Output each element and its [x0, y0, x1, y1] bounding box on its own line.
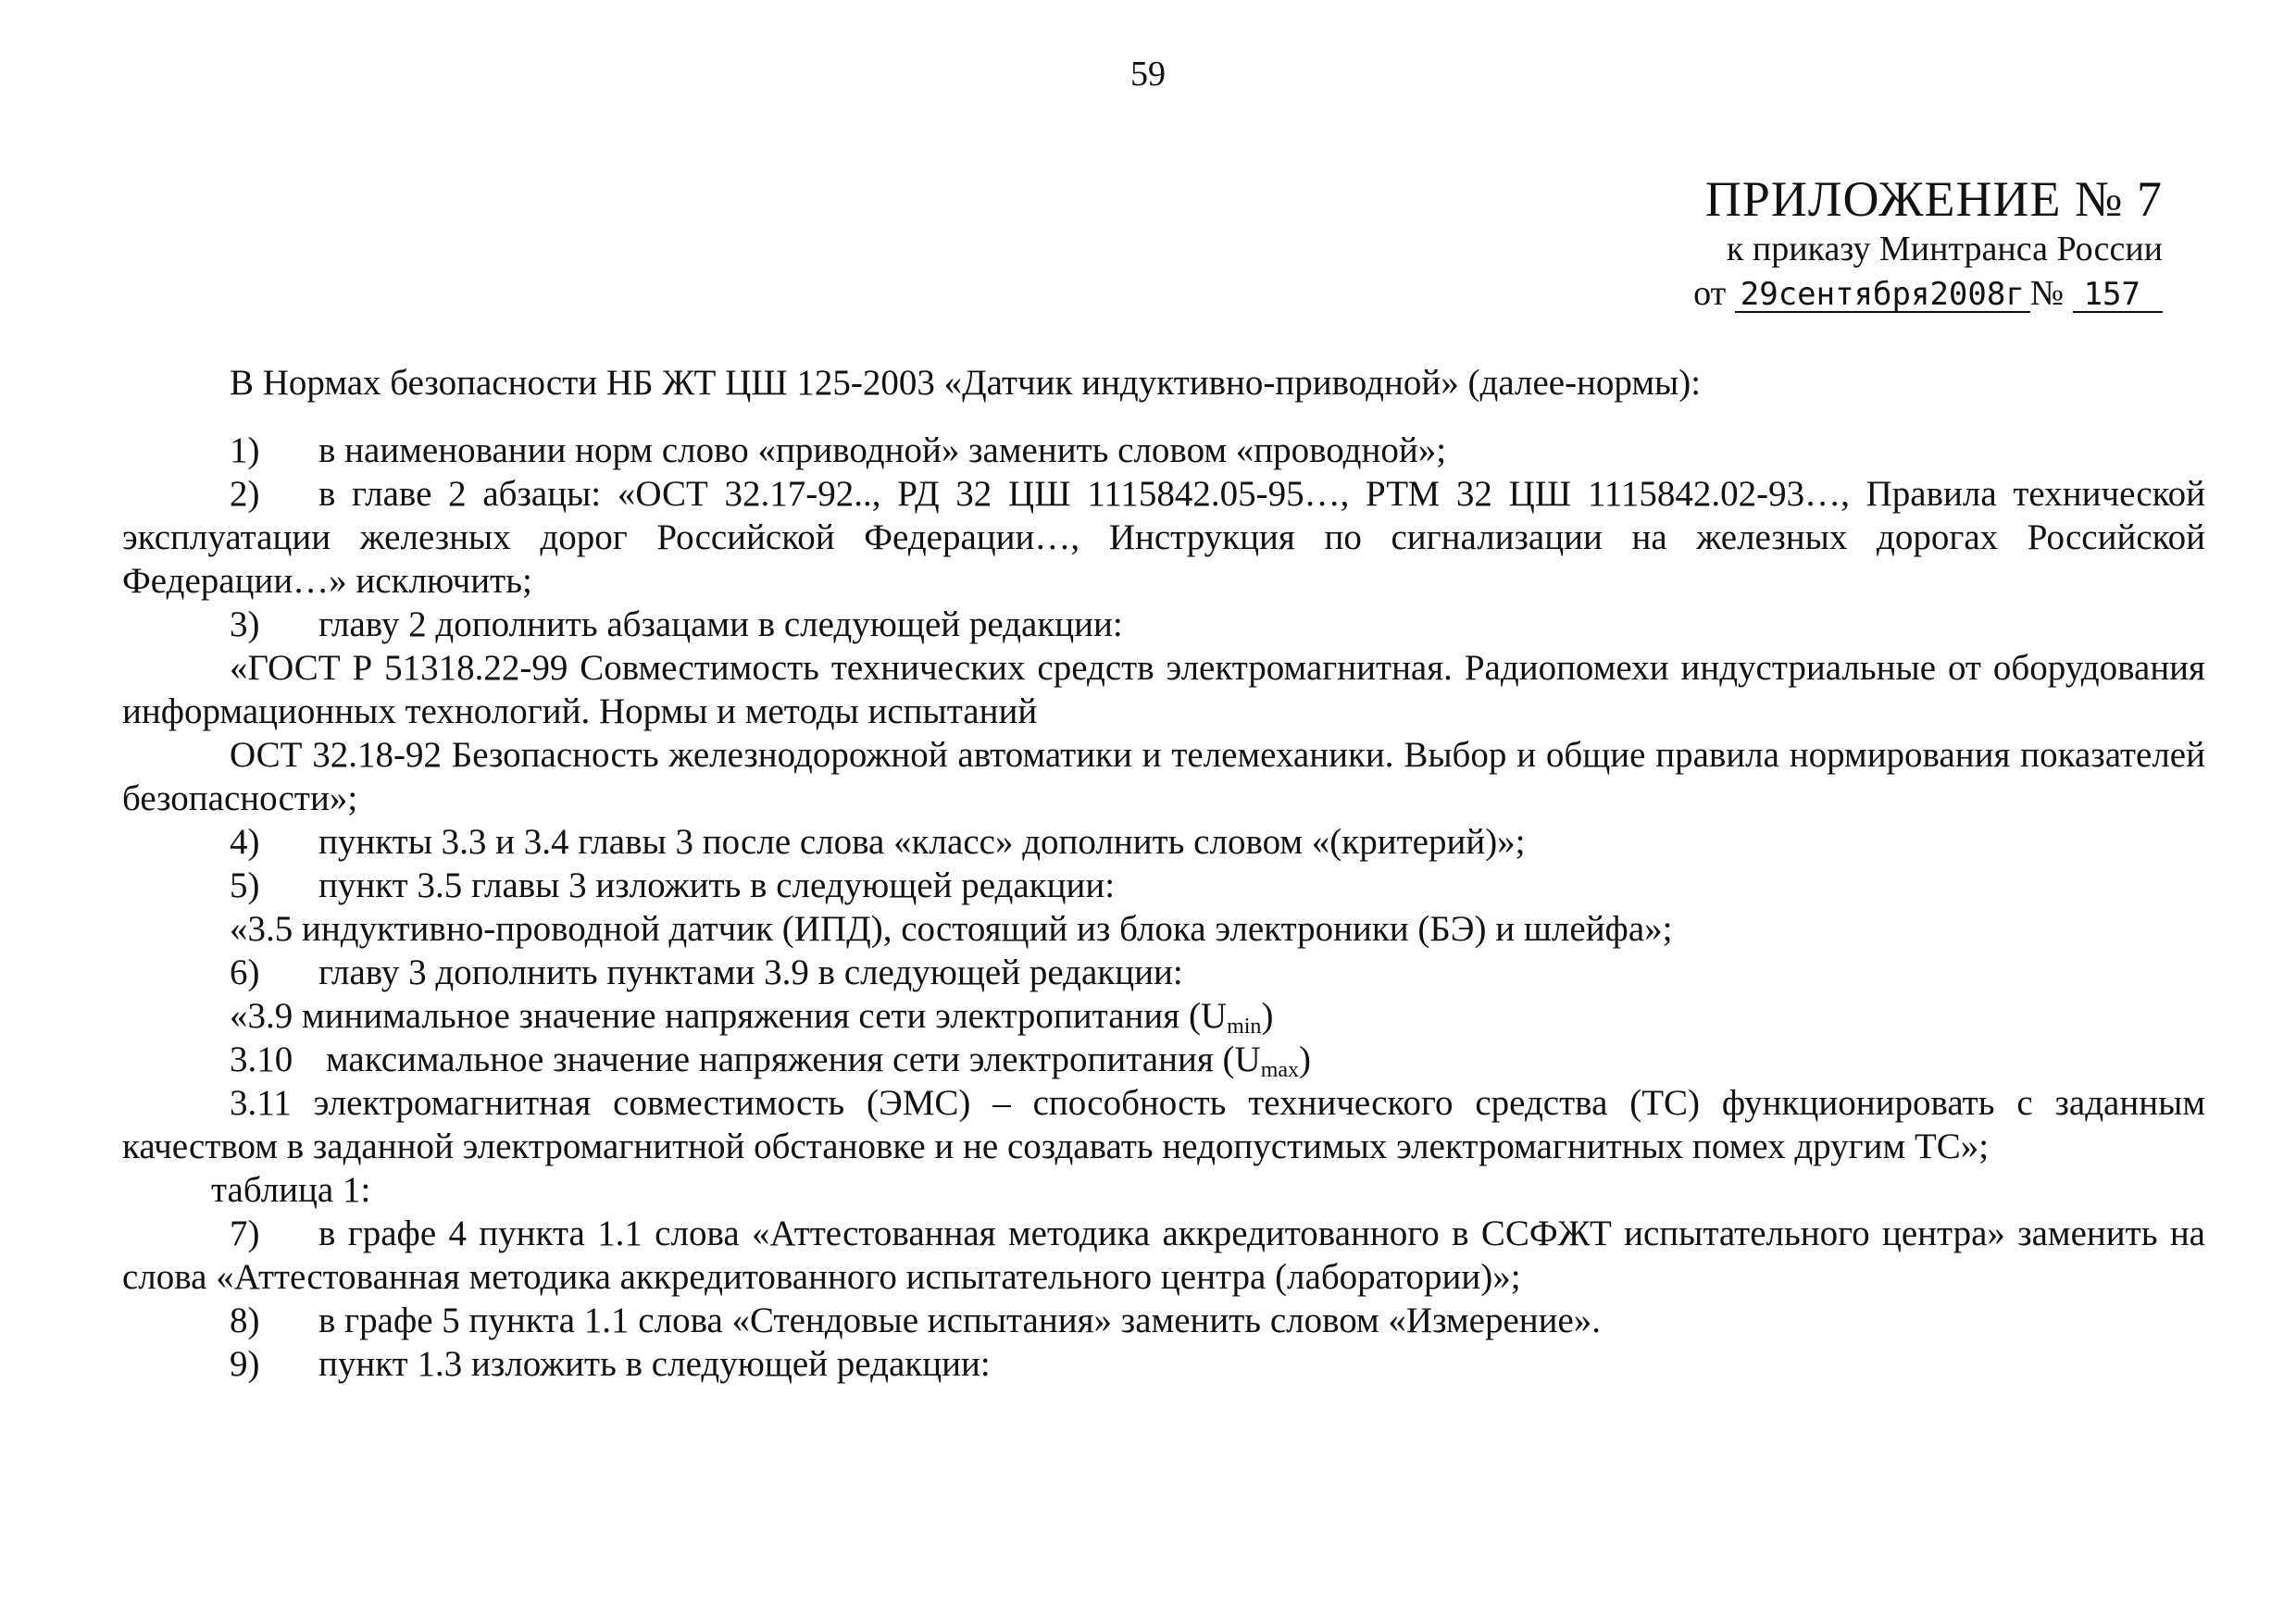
item-number: 5) — [230, 866, 260, 905]
item-number: 3) — [230, 604, 260, 644]
list-item-3 — [122, 603, 2205, 646]
list-item-5 — [122, 864, 2205, 907]
list-item-9 — [122, 1342, 2205, 1386]
item-text: главу 3 дополнить пунктами 3.9 в следующей редакции: — [318, 953, 1183, 992]
handwritten-date: 29сентября2008г — [1735, 278, 2030, 313]
number-sign: № — [2029, 274, 2065, 313]
date-prefix: от — [1693, 274, 1727, 313]
table-label: таблица 1: — [211, 1170, 371, 1210]
quote-3-5: «3.5 индуктивно-проводной датчик (ИПД), состоящий из блока электроники (БЭ) и шлейфа»; — [230, 909, 1673, 949]
item-number: 1) — [230, 430, 260, 470]
intro-paragraph: В Нормах безопасности НБ ЖТ ЦШ 125-2003 «Датчик индуктивно-приводной» (далее-нормы): — [230, 363, 1702, 403]
item-number: 2) — [230, 474, 260, 514]
item-text: пункт 3.5 главы 3 изложить в следующей редакции: — [318, 866, 1116, 905]
item-number: 4) — [230, 822, 260, 862]
document-body — [122, 361, 2205, 1386]
quote-3-10-text: максимальное значение напряжения сети электропитания (U — [326, 1040, 1261, 1079]
appendix-title: ПРИЛОЖЕНИЕ № 7 — [1704, 171, 2163, 227]
quote-3-9 — [122, 994, 2205, 1038]
item-text: пункт 1.3 изложить в следующей редакции: — [318, 1344, 991, 1384]
list-item-6 — [122, 951, 2205, 994]
quote-3-11: 3.11 электромагнитная совместимость (ЭМС) – способность технического средства (ТС) функционировать с заданным качеством в заданной электромагнитной обстановке и не создавать недопустимых электромагнитных помех другим ТС»; — [122, 1083, 2205, 1166]
page-number: 59 — [1130, 55, 1166, 93]
appendix-subtitle: к приказу Минтранса России — [1726, 230, 2163, 268]
list-item-7 — [122, 1212, 2205, 1299]
subscript-min: min — [1227, 1015, 1262, 1039]
appendix-header — [1693, 171, 2163, 316]
item-text: в графе 5 пункта 1.1 слова «Стендовые испытания» заменить словом «Измерение». — [318, 1301, 1602, 1340]
item-text: в наименовании норм слово «приводной» заменить словом «проводной»; — [318, 430, 1447, 470]
quote-3-10-tail: ) — [1299, 1040, 1312, 1079]
list-item-4 — [122, 820, 2205, 864]
item-text: пункты 3.3 и 3.4 главы 3 после слова «класс» дополнить словом «(критерий)»; — [318, 822, 1526, 862]
clause-number: 3.10 — [230, 1040, 293, 1079]
quote-3-9-tail: ) — [1261, 996, 1274, 1036]
list-item-8 — [122, 1299, 2205, 1342]
item-text: главу 2 дополнить абзацами в следующей редакции: — [318, 604, 1123, 644]
handwritten-order-number: 157 — [2073, 278, 2163, 313]
item-number: 6) — [230, 953, 260, 992]
item-number: 9) — [230, 1344, 260, 1384]
list-item-1 — [122, 429, 2205, 472]
quote-3-9-text: «3.9 минимальное значение напряжения сети электропитания (U — [230, 996, 1228, 1036]
item-number: 8) — [230, 1301, 260, 1340]
item-number: 7) — [230, 1214, 260, 1253]
appendix-date-line — [1693, 271, 2163, 316]
quote-3-10 — [122, 1038, 2205, 1081]
quote-gost: «ГОСТ Р 51318.22-99 Совместимость технических средств электромагнитная. Радиопомехи индустриальные от оборудования информационных технологий. Нормы и методы испытаний — [122, 648, 2205, 731]
item-text: в графе 4 пункта 1.1 слова «Аттестованная методика аккредитованного в ССФЖТ испытательного центра» заменить на слова «Аттестованная методика аккредитованного испытательного центра (лаборатории)»; — [122, 1214, 2205, 1297]
quote-ost: ОСТ 32.18-92 Безопасность железнодорожной автоматики и телемеханики. Выбор и общие правила нормирования показателей безопасности»; — [122, 735, 2205, 818]
subscript-max: max — [1260, 1058, 1300, 1082]
list-item-2 — [122, 472, 2205, 603]
item-text: в главе 2 абзацы: «ОСТ 32.17-92.., РД 32 ЦШ 1115842.05-95…, РТМ 32 ЦШ 1115842.02-93…, Правила технической эксплуатации железных дорог Российской Федерации…, Инструкция по сигнализации на железных дорогах Российской Федерации…» исключить; — [122, 474, 2205, 601]
